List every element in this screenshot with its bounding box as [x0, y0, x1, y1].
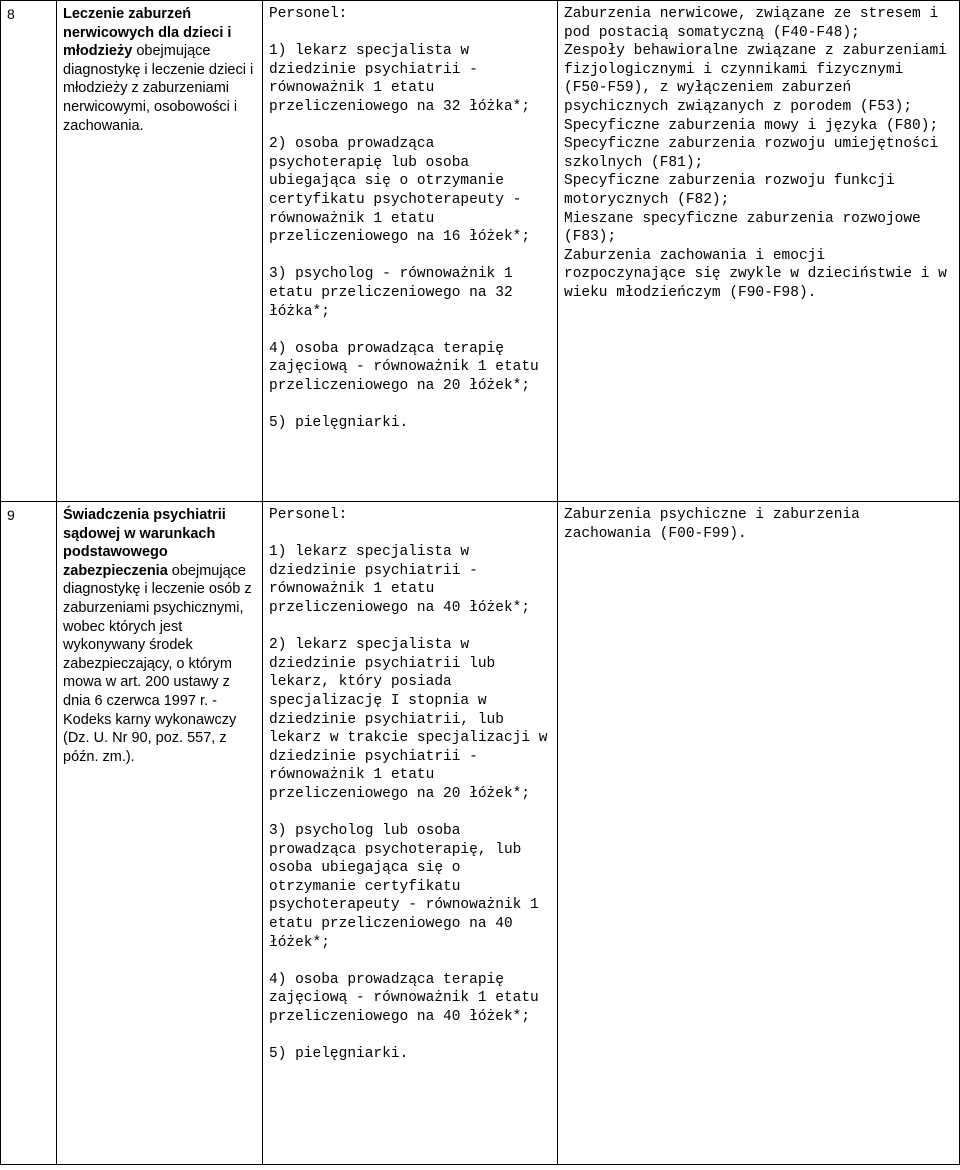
service-title: Leczenie zaburzeń nerwicowych dla dzieci i młodzieży [63, 6, 236, 60]
table-row [1, 502, 960, 1165]
service-cell [57, 1, 263, 502]
diagnosis-item: Zaburzenia nerwicowe, związane ze stresem i pod postacią somatyczną (F40-F48); [564, 6, 947, 41]
service-description: obejmujące diagnostykę i leczenie dzieci i młodzieży z zaburzeniami nerwicowymi, osobowości i zachowania. [63, 43, 258, 134]
staff-cell [263, 1, 558, 502]
staff-item: 4) osoba prowadząca terapię zajęciową - równoważnik 1 etatu przeliczeniowego na 40 łóżek*; [269, 971, 548, 1026]
diagnoses-cell [558, 502, 960, 1165]
service-description: obejmujące diagnostykę i leczenie osób z zaburzeniami psychicznymi, wobec których jest wykonywany środek zabezpieczający, o którym mowa w art. 200 ustawy z dnia 6 czerwca 1997 r. - Kodeks karny wykonawczy (Dz. U. Nr 90, poz. 557, z późn. zm.). [63, 562, 256, 765]
staff-item: 3) psycholog - równoważnik 1 etatu przeliczeniowego na 32 łóżka*; [269, 266, 522, 320]
diagnoses-cell [558, 1, 960, 502]
staff-item: 5) pielęgniarki. [269, 1046, 409, 1063]
row-number: 8 [1, 1, 57, 502]
staff-item: 3) psycholog lub osoba prowadząca psychoterapię, lub osoba ubiegająca się o otrzymanie certyfikatu psychoterapeuty - równoważnik 1 etatu przeliczeniowego na 40 łóżek*; [269, 823, 548, 951]
staff-item: 4) osoba prowadząca terapię zajęciową - równoważnik 1 etatu przeliczeniowego na 20 łóżek*; [269, 340, 548, 394]
staff-item: 1) lekarz specjalista w dziedzinie psychiatrii - równoważnik 1 etatu przeliczeniowego na 32 łóżka*; [269, 43, 531, 115]
diagnosis-item: Specyficzne zaburzenia rozwoju umiejętności szkolnych (F81); [564, 136, 947, 171]
diagnosis-item: Zaburzenia zachowania i emocji rozpoczynające się zwykle w dzieciństwie i w wieku młodzieńczym (F90-F98). [564, 247, 956, 301]
staff-item: 2) osoba prowadząca psychoterapię lub osoba ubiegająca się o otrzymanie certyfikatu psychoterapeuty - równoważnik 1 etatu przeliczeniowego na 16 łóżek*; [269, 136, 531, 246]
service-title: Świadczenia psychiatrii sądowej w warunkach podstawowego zabezpieczenia [63, 507, 230, 579]
table-row [1, 1, 960, 502]
diagnosis-item: Specyficzne zaburzenia mowy i języka (F80); [564, 117, 939, 134]
staff-item: 5) pielęgniarki. [269, 415, 409, 432]
staff-heading: Personel: [269, 6, 348, 22]
diagnosis-item: Specyficzne zaburzenia rozwoju funkcji motorycznych (F82); [564, 173, 904, 208]
diagnosis-item: Mieszane specyficzne zaburzenia rozwojowe (F83); [564, 210, 930, 246]
row-number: 9 [1, 502, 57, 1165]
diagnosis-item: Zespoły behawioralne związane z zaburzeniami fizjologicznymi i czynnikami fizycznymi (F50-F59), z wyłączeniem zaburzeń psychicznych związanych z porodem (F53); [564, 43, 956, 115]
staff-cell [263, 502, 558, 1165]
staff-heading: Personel: [269, 507, 348, 523]
staff-item: 1) lekarz specjalista w dziedzinie psychiatrii - równoważnik 1 etatu przeliczeniowego na 40 łóżek*; [269, 544, 531, 616]
staff-item: 2) lekarz specjalista w dziedzinie psychiatrii lub lekarz, który posiada specjalizację I stopnia w dziedzinie psychiatrii, lub lekarz w trakcie specjalizacji w dziedzinie psychiatrii - równoważnik 1 etatu przeliczeniowego na 20 łóżek*; [269, 637, 557, 802]
service-cell [57, 502, 263, 1165]
diagnosis-item: Zaburzenia psychiczne i zaburzenia zachowania (F00-F99). [564, 507, 869, 542]
